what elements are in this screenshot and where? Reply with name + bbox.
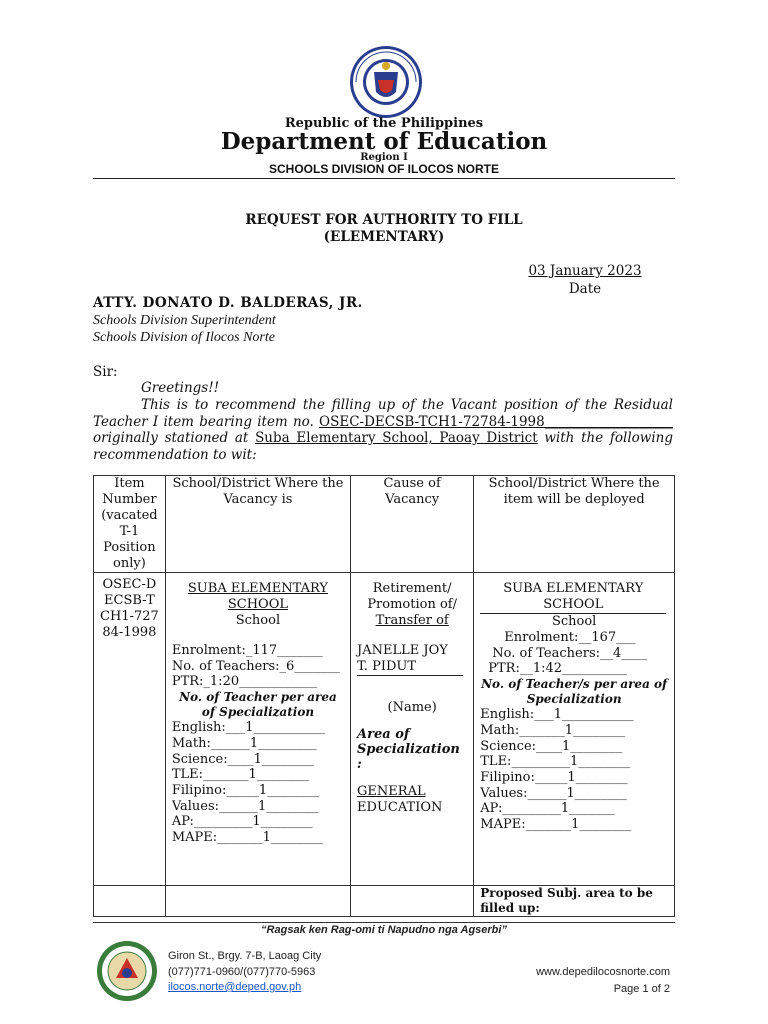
- table-header-row: [94, 476, 675, 573]
- vacancy-cell: [165, 573, 350, 886]
- vacancy-ap: AP:_________1________: [171, 814, 313, 830]
- header-cause: [351, 476, 474, 573]
- greeting: Greetings!!: [141, 380, 220, 396]
- date-value: 03 January 2023: [528, 263, 642, 279]
- title-line-1: REQUEST FOR AUTHORITY TO FILL: [245, 212, 523, 228]
- deploy-spec-heading: No. of Teacher/s per area of Specialization: [481, 677, 668, 707]
- item-number: OSEC-DECSB-TCH1-72784-1998: [100, 577, 159, 640]
- date-block: [500, 262, 670, 298]
- vacancy-english: English:___1___________: [171, 720, 326, 736]
- cause-type-1: Retirement/: [372, 581, 452, 596]
- cause-area-label-2: Specialization: [357, 742, 460, 757]
- deploy-teachers: No. of Teachers:__4____: [492, 645, 648, 661]
- header-item-number-text: Item Number (vacated T-1 Position only): [101, 476, 158, 571]
- vacancy-school-label: School: [235, 613, 281, 628]
- cause-area-value-2: EDUCATION: [357, 800, 443, 815]
- deploy-math: Math:_______1________: [480, 722, 626, 738]
- cause-area-label: [357, 727, 467, 772]
- cause-area-value: [357, 784, 467, 816]
- header-item-number: [94, 476, 166, 573]
- footer-contact: [168, 949, 321, 996]
- empty-cell: [165, 886, 350, 917]
- para-intro: This is to recommend the filling up of the Vacant position of the Residual Teacher I item bearing item no.: [93, 397, 673, 430]
- vacancy-spec-heading: No. of Teacher per area of Specialization: [179, 690, 337, 720]
- deploy-tle: TLE:_________1________: [480, 754, 631, 770]
- deploy-school: SUBA ELEMENTARY SCHOOL: [480, 581, 666, 614]
- body-paragraph: [93, 397, 673, 463]
- cause-type-3: Transfer of: [375, 613, 449, 628]
- vacancy-tle: TLE:_______1________: [171, 767, 309, 783]
- vacancy-ptr: PTR:_1:20____________: [171, 674, 318, 690]
- cause-area-label-1: Area of: [357, 727, 410, 742]
- deploy-school-label: School: [551, 614, 597, 629]
- department-name: Department of Education: [220, 128, 548, 155]
- deploy-ptr: PTR:__1:42__________: [488, 661, 628, 677]
- motto: “Ragsak ken Rag-omi ti Napudno nga Agserbi”: [261, 924, 507, 936]
- salutation: Sir:: [93, 364, 118, 380]
- para-mid: originally stationed at: [93, 430, 256, 446]
- vacancy-filipino: Filipino:_____1________: [171, 782, 320, 798]
- item-number-cell: [94, 573, 166, 886]
- division-logo-icon: [96, 940, 158, 1002]
- table-row-proposed: [94, 886, 675, 917]
- cause-name-label: (Name): [387, 700, 437, 715]
- addressee-office: Schools Division of Ilocos Norte: [93, 330, 275, 345]
- region-line: Region I: [360, 152, 408, 163]
- header-vacancy-school-text: School/District Where the Vacancy is: [172, 476, 344, 507]
- empty-cell: [351, 886, 474, 917]
- proposed-label: Proposed Subj. area to be filled up:: [480, 886, 653, 915]
- addressee-block: [93, 295, 363, 346]
- vacancy-math: Math:______1_________: [171, 735, 317, 751]
- deploy-english: English:___1___________: [480, 707, 634, 723]
- table-row: [94, 573, 675, 886]
- date-label: Date: [568, 281, 602, 297]
- deploy-values: Values:______1________: [480, 785, 627, 801]
- republic-line: Republic of the Philippines: [284, 116, 484, 131]
- footer-page-number: Page 1 of 2: [613, 983, 670, 995]
- recommendation-table: [93, 475, 675, 917]
- cause-area-value-1: GENERAL: [357, 784, 426, 799]
- deploy-ap: AP:_________1_______: [480, 801, 615, 817]
- footer-email-link[interactable]: ilocos.norte@deped.gov.ph: [168, 981, 302, 993]
- vacancy-values: Values:______1________: [171, 798, 319, 814]
- addressee-name: ATTY. DONATO D. BALDERAS, JR.: [93, 295, 363, 311]
- addressee-title: Schools Division Superintendent: [93, 313, 276, 328]
- footer-right: [470, 964, 670, 998]
- vacancy-science: Science:____1________: [171, 751, 314, 767]
- para-school: Suba Elementary School, Paoay District: [255, 430, 538, 446]
- cause-name-line1: JANELLE JOY: [357, 643, 448, 658]
- cause-area-label-3: :: [357, 757, 362, 772]
- cause-cell: [351, 573, 474, 886]
- vacancy-enrolment: Enrolment:_117_______: [171, 643, 323, 658]
- cause-name: [357, 643, 463, 676]
- header-deploy-school-text: School/District Where the item will be deployed: [488, 476, 660, 507]
- document-title: [0, 212, 768, 246]
- header-deploy-school: [474, 476, 675, 573]
- cause-type-2: Promotion of/: [367, 597, 457, 612]
- header-vacancy-school: [165, 476, 350, 573]
- para-item-number: OSEC-DECSB-TCH1-72784-1998___________________: [319, 413, 673, 430]
- footer-website[interactable]: www.depedilocosnorte.com: [536, 966, 670, 978]
- deploy-enrolment: Enrolment:__167___: [504, 630, 636, 645]
- deploy-science: Science:____1________: [480, 738, 623, 754]
- deploy-filipino: Filipino:_____1________: [480, 769, 628, 785]
- header-cause-text: Cause of Vacancy: [383, 476, 441, 507]
- deploy-cell: [474, 573, 675, 886]
- footer-divider: [93, 922, 675, 923]
- cause-name-line2: T. PIDUT: [357, 659, 417, 674]
- para-end: with the following recommendation to wit:: [93, 430, 673, 463]
- title-line-2: (ELEMENTARY): [323, 229, 445, 245]
- footer-address: Giron St., Brgy. 7-B, Laoag City: [168, 950, 322, 962]
- vacancy-mape: MAPE:_______1________: [171, 830, 323, 846]
- footer-phone: (077)771-0960/(077)770-5963: [168, 965, 316, 978]
- deped-seal-icon: [348, 44, 424, 120]
- vacancy-school: SUBA ELEMENTARY SCHOOL: [187, 581, 328, 612]
- proposed-cell: [474, 886, 675, 917]
- division-line: SCHOOLS DIVISION OF ILOCOS NORTE: [268, 162, 499, 176]
- deploy-mape: MAPE:_______1________: [480, 817, 632, 833]
- vacancy-teachers: No. of Teachers:_6_______: [171, 658, 340, 674]
- empty-cell: [94, 886, 166, 917]
- header-divider: [93, 178, 675, 179]
